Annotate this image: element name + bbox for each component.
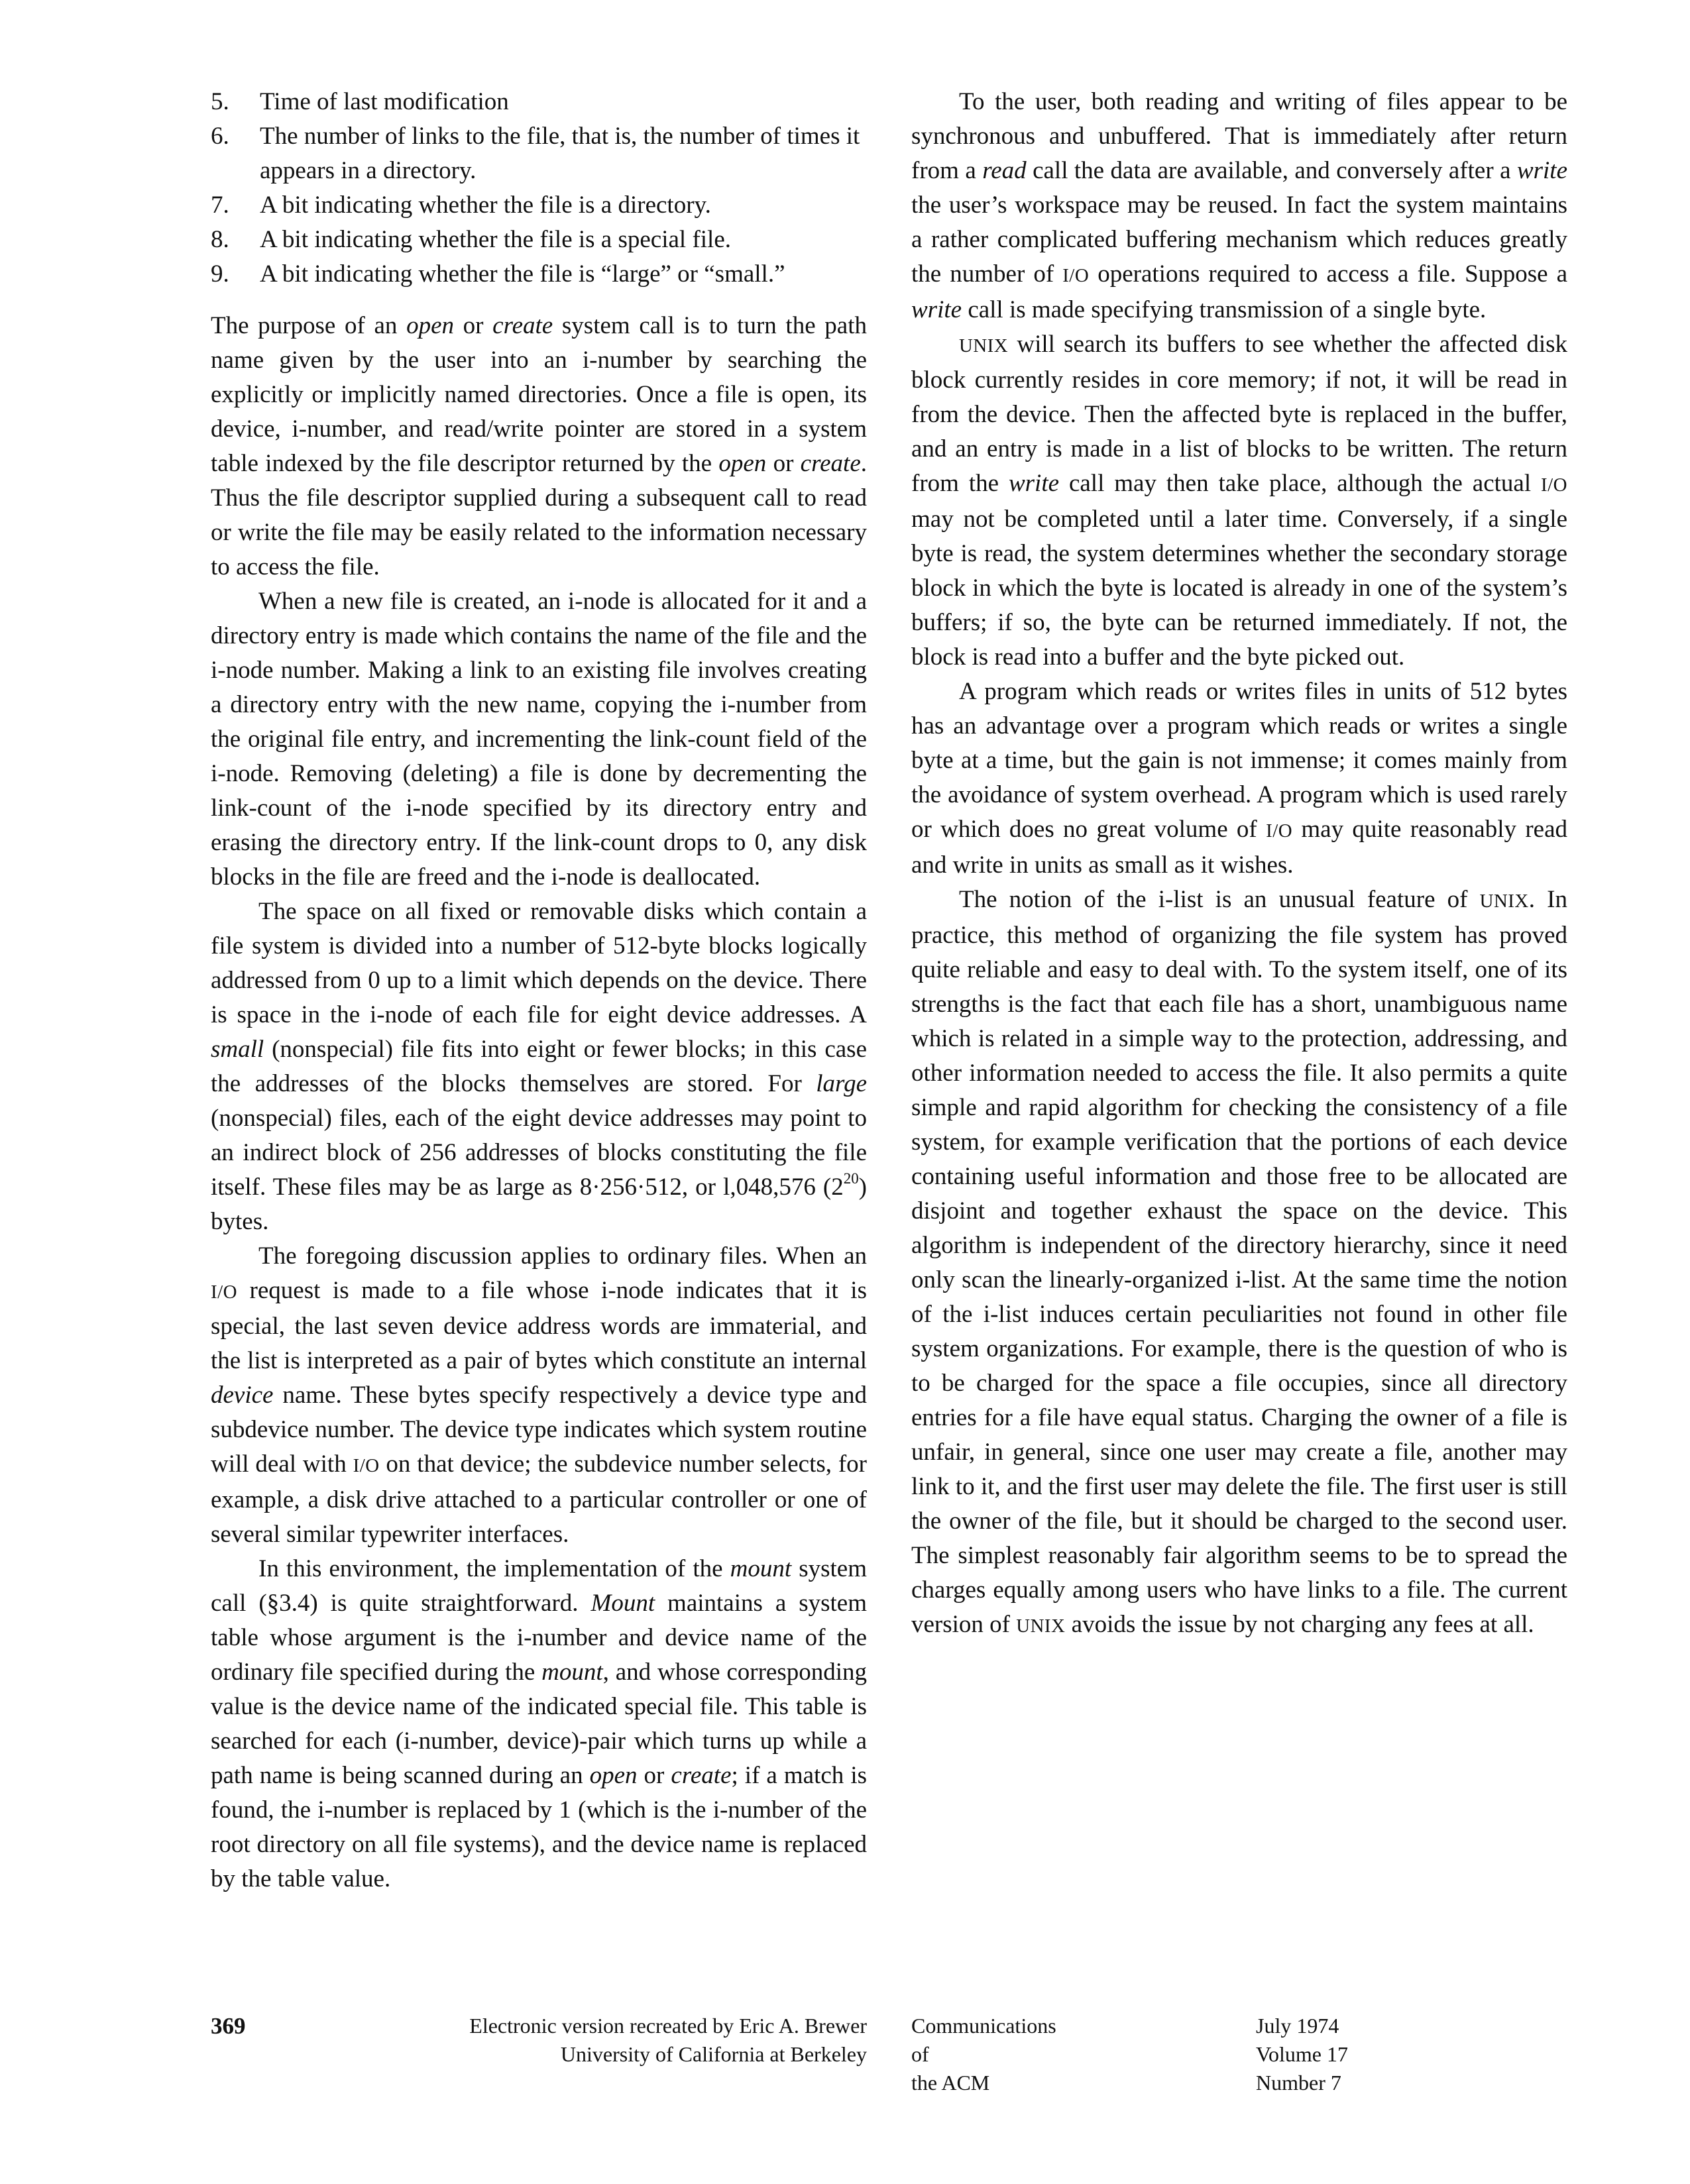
- list-item: [211, 119, 867, 188]
- two-column-body: [211, 85, 1567, 1920]
- page-number: 369: [211, 2013, 246, 2039]
- issue-line: July 1974: [1256, 2014, 1339, 2038]
- paragraph-i-list: The notion of the i-list is an unusual feature of UNIX. In practice, this method of organizing the file system has proved quite reliable and easy to deal with. To the system itself, one of its strengths is the fact that each file has a short, unambiguous name which is related in a simple way to the protection, addressing, and other information needed to access the file. It also permits a quite simple and rapid algorithm for checking the consistency of a file system, for example verification that the portions of each device containing useful information and those free to be allocated are disjoint and together exhaust the space on the device. This algorithm is independent of the directory hierarchy, since it need only scan the linearly-organized i-list. At the same time the notion of the i-list induces certain peculiarities not found in other file system organizations. For example, there is the question of who is to be charged for the space a file occupies, since all directory entries for a file have equal status. Charging the owner of a file is unfair, in general, since one user may create a file, another may link to it, and the first user may delete the file. The first user is still the owner of the file, but it should be charged to the second user. The simplest reasonably fair algorithm seems to be to spread the charges equally among users who have links to a file. The current version of UNIX avoids the issue by not charging any fees at all.: [911, 886, 1567, 1638]
- paragraph-new-file: When a new file is created, an i-node is allocated for it and a directory entry is made which contains the name of the file and the i-node number. Making a link to an existing file involves creating a directory entry with the new name, copying the i-number from the original file entry, and incrementing the link-count field of the i-node. Removing (deleting) a file is done by decrementing the link-count of the i-node specified by its directory entry and erasing the directory entry. If the link-count drops to 0, any disk blocks in the file are freed and the i-node is deallocated.: [211, 588, 867, 891]
- attribute-list: [211, 85, 867, 292]
- issue-line: Number 7: [1256, 2071, 1341, 2095]
- list-item: [211, 188, 867, 223]
- journal-line: Communications: [911, 2014, 1056, 2038]
- list-item: [211, 223, 867, 257]
- paragraph-disk-space: The space on all fixed or removable disks which contain a file system is divided into a number of 512-byte blocks logically addressed from 0 up to a limit which depends on the device. There is space in the i-node of each file for eight device addresses. A small (nonspecial) file fits into eight or fewer blocks; in this case the addresses of the blocks themselves are stored. For large (nonspecial) files, each of the eight device addresses may point to an indirect block of 256 addresses of blocks constituting the file itself. These files may be as large as 8·256·512, or l,048,576 $(2^{20})$ bytes.: [211, 898, 867, 1235]
- list-item: [211, 85, 867, 119]
- paragraph-block-units: A program which reads or writes files in units of 512 bytes has an advantage over a program which reads or writes a single byte at a time, but the gain is not immense; it comes mainly from the avoidance of system overhead. A program which is used rarely or which does no great volume of I/O may quite reasonably read and write in units as small as it wishes.: [911, 678, 1567, 879]
- list-number: 6.: [211, 123, 229, 150]
- paragraph-buffer-search: UNIX will search its buffers to see whether the affected disk block currently resides in core memory; if not, it will be read in from the device. Then the affected byte is replaced in the buffer, and an entry is made in a list of blocks to be written. The return from the write call may then take place, although the actual I/O may not be completed until a later time. Conversely, if a single byte is read, the system determines whether the secondary storage block in which the byte is located is already in one of the system’s buffers; if so, the byte can be returned immediately. If not, the block is read into a buffer and the byte picked out.: [911, 331, 1568, 671]
- list-number: 8.: [211, 226, 229, 253]
- paragraph-special-files: The foregoing discussion applies to ordinary files. When an I/O request is made to a file whose i-node indicates that it is special, the last seven device address words are immaterial, and the list is interpreted as a pair of bytes which constitute an internal device name. These bytes specify respectively a device type and subdevice number. The device type indicates which system routine will deal with I/O on that device; the subdevice number selects, for example, a disk drive attached to a particular controller or one of several similar typewriter interfaces.: [211, 1242, 868, 1548]
- issue-line: Volume 17: [1256, 2042, 1348, 2066]
- list-number: 7.: [211, 191, 229, 219]
- list-text: A bit indicating whether the file is “large” or “small.”: [260, 260, 785, 288]
- footer-credit: [384, 2012, 867, 2069]
- list-number: 5.: [211, 88, 229, 115]
- list-text: Time of last modification: [260, 88, 509, 115]
- credit-line: Electronic version recreated by Eric A. Brewer: [469, 2014, 867, 2038]
- paragraph-mount: In this environment, the implementation of the mount system call (§3.4) is quite straightforward. Mount maintains a system table whose argument is the i-number and device name of the ordinary file specified during the mount, and whose corresponding value is the device name of the indicated special file. This table is searched for each (i-number, device)-pair which turns up while a path name is being scanned during an open or create; if a match is found, the i-number is replaced by 1 (which is the i-number of the root directory on all file systems), and the device name is replaced by the table value.: [211, 1555, 867, 1892]
- paragraph-synchronous-io: To the user, both reading and writing of files appear to be synchronous and unbuffered. That is immediately after return from a read call the data are available, and conversely after a write the user’s workspace may be reused. In fact the system maintains a rather complicated buffering mechanism which reduces greatly the number of I/O operations required to access a file. Suppose a write call is made specifying transmission of a single byte.: [911, 88, 1567, 323]
- list-text: A bit indicating whether the file is a directory.: [260, 191, 711, 219]
- list-text: A bit indicating whether the file is a special file.: [260, 226, 732, 253]
- footer-journal: [911, 2012, 1056, 2097]
- footer-issue: [1256, 2012, 1348, 2097]
- paragraph-open-create: The purpose of an open or create system call is to turn the path name given by the user into an i-number by searching the explicitly or implicitly named directories. Once a file is open, its device, i-number, and read/write pointer are stored in a system table indexed by the file descriptor returned by the open or create. Thus the file descriptor supplied during a subsequent call to read or write the file may be easily related to the information necessary to access the file.: [211, 312, 868, 580]
- credit-line: University of California at Berkeley: [560, 2042, 867, 2066]
- list-text: The number of links to the file, that is, the number of times it appears in a directory.: [260, 123, 860, 184]
- list-number: 9.: [211, 260, 229, 288]
- list-item: [211, 257, 867, 292]
- journal-line: of: [911, 2042, 929, 2066]
- journal-line: the ACM: [911, 2071, 990, 2095]
